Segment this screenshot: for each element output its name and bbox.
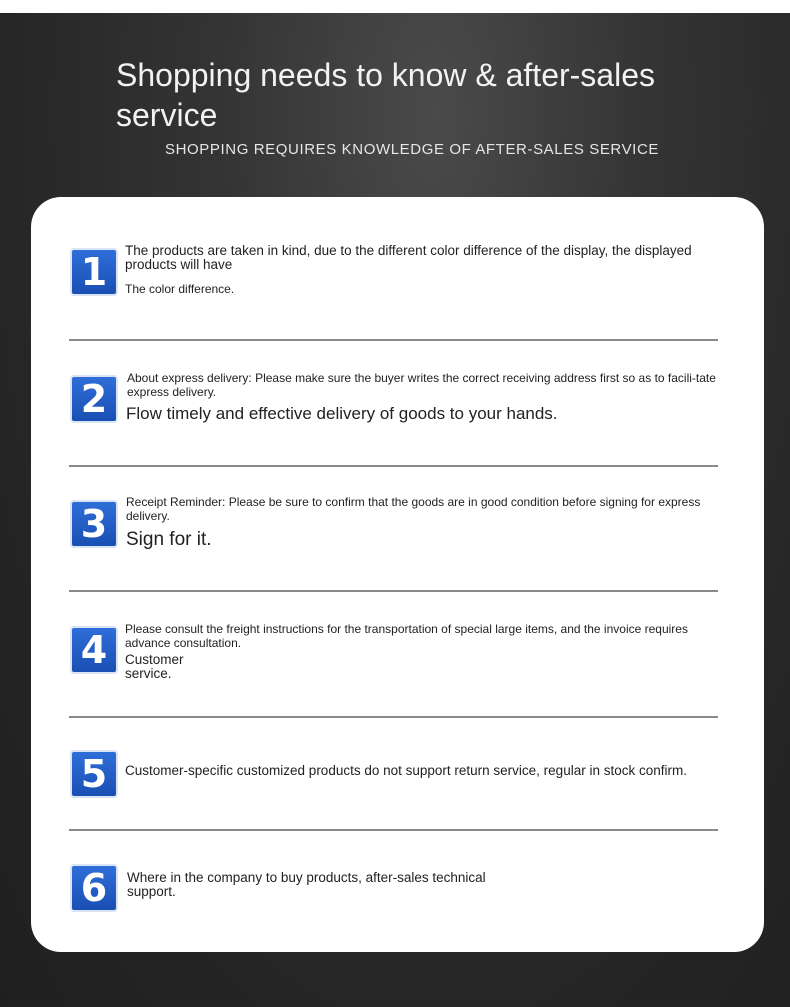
separator [69,716,718,718]
page-subtitle: SHOPPING REQUIRES KNOWLEDGE OF AFTER-SALES SERVICE [165,141,659,158]
separator [69,590,718,592]
number-badge-3: 3 [72,502,116,546]
item-6-text: Where in the company to buy products, after-sales technical support. [127,870,486,899]
item-2-note: Flow timely and effective delivery of goods to your hands. [126,404,558,423]
item-5-text: Customer-specific customized products do not support return service, regular in stock confirm. [125,763,687,778]
info-card [31,197,764,952]
top-strip [0,0,790,13]
number-badge-6: 6 [72,866,116,910]
item-4-text: Please consult the freight instructions for the transportation of special large items, and the invoice requires advance consultation. [125,622,688,650]
item-2-text: About express delivery: Please make sure the buyer writes the correct receiving address first so as to facili-tate express delivery. [127,371,716,399]
number-badge-4: 4 [72,628,116,672]
separator [69,829,718,831]
separator [69,465,718,467]
number-badge-2: 2 [72,377,116,421]
item-3-note: Sign for it. [126,529,212,550]
item-3-text: Receipt Reminder: Please be sure to confirm that the goods are in good condition before signing for express delivery. [126,495,701,523]
page-title: Shopping needs to know & after-sales service [116,57,655,133]
separator [69,339,718,341]
item-1-note: The color difference. [125,282,235,296]
item-4-note: Customer service. [125,652,184,681]
item-1-text: The products are taken in kind, due to the different color difference of the display, the displayed products will have [125,243,692,272]
number-badge-1: 1 [72,250,116,294]
number-badge-5: 5 [72,752,116,796]
